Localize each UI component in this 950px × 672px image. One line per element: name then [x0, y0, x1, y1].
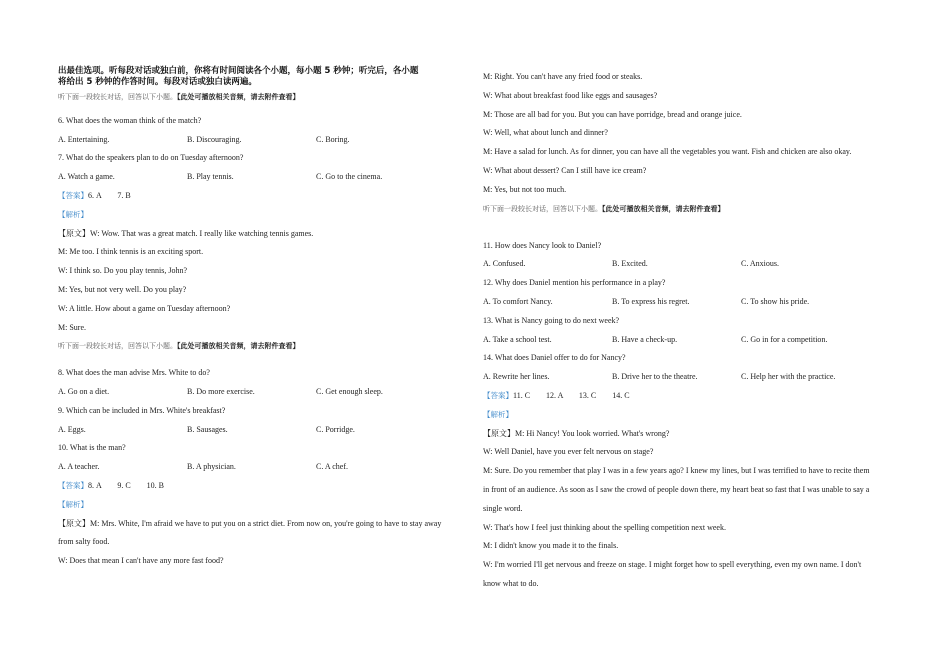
transcript-line: W: That's how I feel just thinking about the spelling competition next week. [483, 522, 726, 532]
transcript-line: M: Me too. I think tennis is an exciting sport. [58, 247, 204, 257]
question-7-options: A. Watch a game. B. Play tennis. C. Go to the cinema. [58, 172, 383, 182]
question-6-options: A. Entertaining. B. Discouraging. C. Boring. [58, 134, 350, 144]
transcript-line: W: I think so. Do you play tennis, John? [58, 266, 188, 276]
transcript-1 [58, 229, 468, 342]
transcript-line: M: I didn't know you made it to the finals. [483, 541, 619, 551]
audio-note: 听下面一段较长对话，回答以下小题。【此处可播放相关音频，请去附件查看】 [58, 93, 300, 101]
question-13-options: A. Take a school test. B. Have a check-up. C. Go in for a competition. [483, 334, 828, 344]
transcript-line: M: Yes, but not very well. Do you play? [58, 284, 187, 294]
answer-key-1: 【答案】6. A 7. B [58, 190, 131, 200]
analysis-label-1: 【解析】 [58, 209, 88, 219]
transcript-line: W: A little. How about a game on Tuesday afternoon? [58, 303, 231, 313]
question-10-options: A. A teacher. B. A physician. C. A chef. [58, 462, 348, 472]
section-instructions [58, 66, 468, 88]
answer-key-2: 【答案】8. A 9. C 10. B [58, 480, 165, 490]
transcript-line: M: Yes, but not too much. [483, 184, 567, 194]
transcript-line: W: Does that mean I can't have any more fast food? [58, 556, 224, 566]
transcript-line: M: Have a salad for lunch. As for dinner, you can have all the vegetables you want. Fish and chicken are also okay. [483, 147, 852, 157]
transcript-2-continued [483, 72, 893, 204]
transcript-3 [483, 429, 893, 598]
answer-key-3: 【答案】11. C 12. A 13. C 14. C [483, 390, 630, 400]
transcript-line: W: I'm worried I'll get nervous and freeze on stage. I might forget how to spell everything, even my own name. I don't [483, 560, 862, 570]
transcript-line: 【原文】M: Hi Nancy! You look worried. What's wrong? [483, 428, 670, 438]
transcript-line: W: What about dessert? Can I still have ice cream? [483, 165, 647, 175]
transcript-line: M: Sure. [58, 322, 86, 332]
question-11: 11. How does Nancy look to Daniel? [483, 240, 602, 250]
question-14-options: A. Rewrite her lines. B. Drive her to the theatre. C. Help her with the practice. [483, 372, 836, 382]
transcript-line: know what to do. [483, 578, 539, 588]
transcript-line: from salty food. [58, 537, 110, 547]
transcript-line: M: Sure. Do you remember that play I was in a few years ago? I knew my lines, but I was terrified to have to recite them [483, 466, 870, 476]
analysis-label-3: 【解析】 [483, 409, 513, 419]
right-column [483, 72, 893, 598]
left-column [58, 66, 468, 575]
transcript-line: M: Right. You can't have any fried food or steaks. [483, 72, 643, 81]
audio-note: 听下面一段较长对话，回答以下小题。【此处可播放相关音频，请去附件查看】 [58, 342, 300, 351]
question-10: 10. What is the man? [58, 443, 126, 453]
instruction-line-1: 出最佳选项。听每段对话或独白前，你将有时间阅读各个小题，每小题 5 秒钟；听完后，各小题 [58, 66, 419, 76]
question-8: 8. What does the man advise Mrs. White to do? [58, 368, 210, 378]
question-11-options: A. Confused. B. Excited. C. Anxious. [483, 259, 780, 269]
transcript-line: W: Well, what about lunch and dinner? [483, 128, 608, 138]
question-7: 7. What do the speakers plan to do on Tuesday afternoon? [58, 153, 244, 163]
instruction-line-2: 将给出 5 秒钟的作答时间。每段对话或独白读两遍。 [58, 77, 257, 87]
question-9-options: A. Eggs. B. Sausages. C. Porridge. [58, 424, 355, 434]
audio-note: 听下面一段较长对话，回答以下小题。【此处可播放相关音频，请去附件查看】 [483, 204, 725, 213]
transcript-2 [58, 519, 468, 575]
analysis-label-2: 【解析】 [58, 499, 88, 509]
transcript-line: M: Those are all bad for you. But you can have porridge, bread and orange juice. [483, 109, 742, 119]
question-12-options: A. To comfort Nancy. B. To express his regret. C. To show his pride. [483, 296, 810, 306]
question-9: 9. Which can be included in Mrs. White's breakfast? [58, 405, 226, 415]
transcript-line: 【原文】M: Mrs. White, I'm afraid we have to put you on a strict diet. From now on, you're going to have to stay away [58, 518, 442, 528]
question-8-options: A. Go on a diet. B. Do more exercise. C. Get enough sleep. [58, 386, 383, 396]
transcript-line: in front of an audience. As soon as I saw the crowd of people down there, my heart beat so fast that I was unable to say a [483, 484, 870, 494]
transcript-line: 【原文】W: Wow. That was a great match. I really like watching tennis games. [58, 228, 314, 238]
question-14: 14. What does Daniel offer to do for Nancy? [483, 353, 626, 363]
transcript-line: W: Well Daniel, have you ever felt nervous on stage? [483, 447, 654, 457]
transcript-line: single word. [483, 503, 523, 513]
question-6: 6. What does the woman think of the match? [58, 115, 202, 125]
transcript-line: W: What about breakfast food like eggs and sausages? [483, 90, 658, 100]
question-13: 13. What is Nancy going to do next week? [483, 315, 620, 325]
question-12: 12. Why does Daniel mention his performance in a play? [483, 278, 666, 288]
